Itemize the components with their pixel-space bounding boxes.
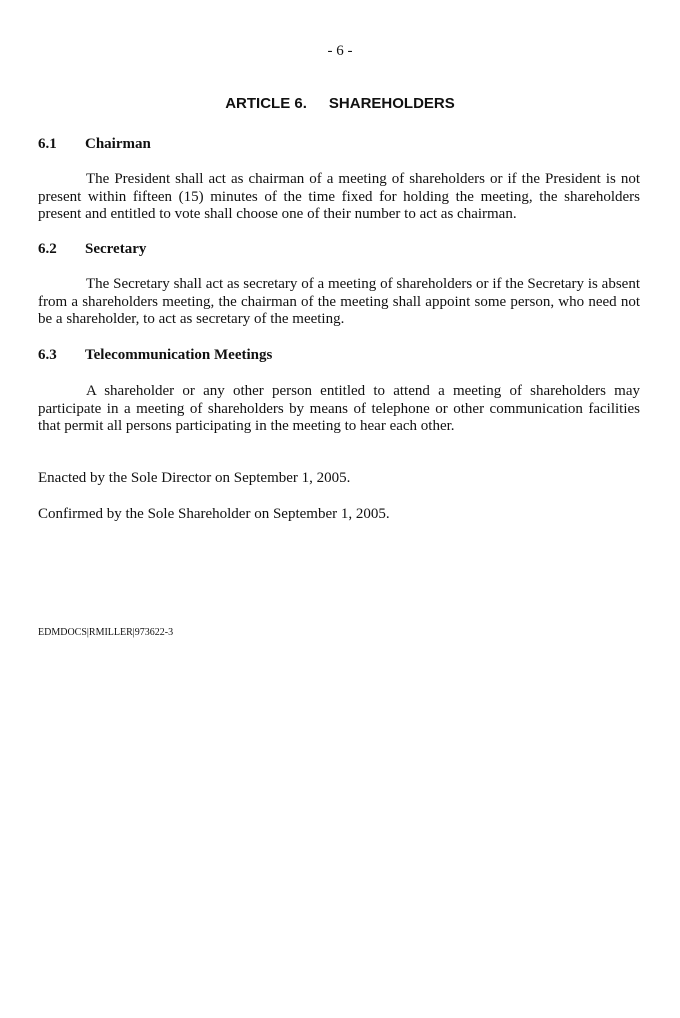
confirmed-statement: Confirmed by the Sole Shareholder on September 1, 2005. bbox=[38, 506, 390, 522]
page-number: - 6 - bbox=[327, 43, 353, 59]
section-heading-6-2 bbox=[38, 241, 146, 258]
section-paragraph-6-1: The President shall act as chairman of a meeting of shareholders or if the President is not present within fifteen (15) minutes of the time fixed for holding the meeting, the shareholders present and entitled to vote shall choose one of their number to act as chairman. bbox=[38, 171, 640, 222]
section-number: 6.1 bbox=[38, 136, 57, 152]
section-title: Telecommunication Meetings bbox=[85, 347, 273, 363]
section-paragraph-6-3: A shareholder or any other person entitled to attend a meeting of shareholders may participate in a meeting of shareholders by means of telephone or other communication facilities that permit all persons participating in the meeting to hear each other. bbox=[38, 383, 640, 434]
article-heading bbox=[0, 95, 680, 112]
article-number: ARTICLE 6. bbox=[225, 95, 307, 112]
section-heading-6-3 bbox=[38, 347, 272, 364]
section-title: Chairman bbox=[85, 136, 151, 152]
section-heading-6-1 bbox=[38, 136, 151, 153]
article-title: SHAREHOLDERS bbox=[328, 95, 455, 112]
enacted-statement: Enacted by the Sole Director on September 1, 2005. bbox=[38, 470, 351, 486]
section-number: 6.2 bbox=[38, 241, 57, 257]
section-title: Secretary bbox=[85, 241, 147, 257]
section-number: 6.3 bbox=[38, 347, 57, 363]
section-paragraph-6-2: The Secretary shall act as secretary of a meeting of shareholders or if the Secretary is absent from a shareholders meeting, the chairman of the meeting shall appoint some person, who need not be a shareholder, to act as secretary of the meeting. bbox=[38, 276, 640, 327]
document-reference-code: EDMDOCS|RMILLER|973622-3 bbox=[38, 627, 174, 638]
